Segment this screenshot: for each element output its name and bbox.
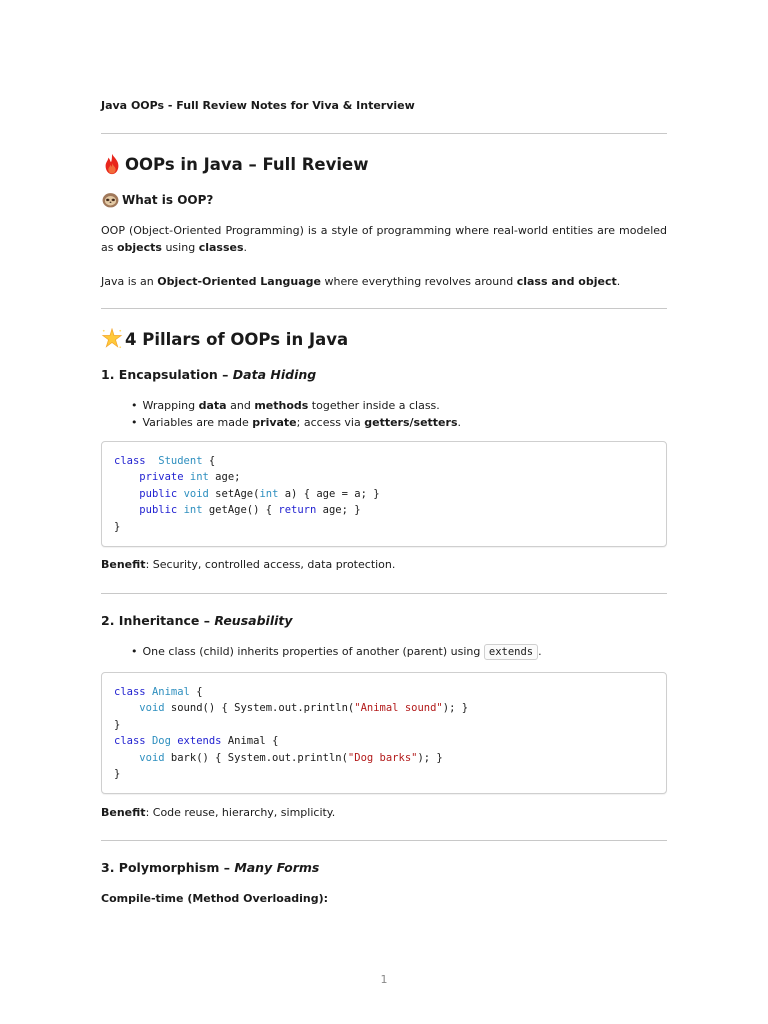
list-item (131, 397, 461, 414)
page-number: 1 (380, 973, 388, 986)
code-token: } (114, 768, 121, 781)
bold-text: methods (254, 399, 309, 412)
code-token: private (139, 471, 184, 484)
code-token (114, 752, 139, 764)
code-token: public (139, 504, 178, 517)
bold-text: Object-Oriented Language (157, 275, 322, 288)
text: . (457, 416, 461, 429)
section-heading-oops-review (101, 153, 368, 175)
heading-polymorphism (101, 860, 319, 875)
glowing-star-icon (101, 328, 123, 350)
text: OOP (Object-Oriented Programming) is a style of programming where real-world entities are modeled as (101, 224, 667, 254)
list-item (131, 643, 542, 661)
code-token: public (139, 487, 178, 500)
text: . (243, 241, 248, 254)
code-token: sound() { System.out.println( (164, 702, 355, 715)
text: together inside a class. (308, 399, 440, 412)
code-token: ); } (417, 751, 443, 764)
benefit-inheritance (101, 806, 335, 819)
subsection-heading-what-is-oop (101, 190, 213, 209)
subsection-title: What is OOP? (122, 192, 214, 207)
heading-inheritance (101, 613, 293, 628)
text: Variables are made (142, 416, 253, 429)
code-token: } (114, 520, 121, 533)
benefit-text: : Security, controlled access, data protection. (145, 558, 396, 571)
divider (101, 593, 667, 594)
code-token: "Animal sound" (354, 702, 443, 715)
bold-text: getters/setters (364, 416, 458, 429)
bold-text: private (252, 416, 297, 429)
heading-text: 1. Encapsulation – (101, 367, 233, 382)
code-token: ); } (442, 702, 469, 715)
text: Wrapping (142, 399, 199, 412)
benefit-label: Benefit (101, 806, 146, 819)
benefit-label: Benefit (101, 558, 146, 571)
code-token: void (183, 487, 209, 500)
code-token (146, 455, 159, 467)
inline-code: extends (484, 644, 538, 660)
code-token: void (139, 751, 165, 764)
code-token: extends (177, 735, 222, 748)
text: where everything revolves around (321, 275, 517, 288)
text: using (161, 241, 199, 254)
code-token: void (139, 702, 165, 715)
code-token: { (189, 686, 203, 698)
text: . (616, 275, 621, 288)
code-token: { (202, 455, 216, 467)
code-token: class (114, 735, 146, 748)
code-token: int (259, 487, 279, 500)
code-token: a) { age = a; } (278, 487, 380, 500)
heading-encapsulation (101, 367, 316, 382)
subheading-compile-time: Compile-time (Method Overloading): (101, 892, 329, 905)
heading-emphasis: Data Hiding (232, 367, 317, 382)
code-block-student (101, 441, 667, 547)
section-heading-four-pillars (101, 328, 348, 350)
code-token (114, 504, 139, 516)
heading-emphasis: Reusability (214, 613, 293, 628)
list-item (131, 414, 461, 431)
code-token (114, 488, 139, 500)
bold-text: objects (116, 241, 162, 254)
bold-text: class and object (516, 275, 617, 288)
code-token: age; (208, 471, 241, 484)
paragraph-java-oop (101, 273, 667, 290)
code-token: Dog (151, 735, 171, 748)
code-token: Animal { (221, 735, 279, 748)
code-token: } (114, 718, 121, 731)
code-token: int (183, 504, 203, 517)
code-token: getAge() { (202, 504, 279, 517)
code-token: setAge( (208, 487, 260, 500)
code-token: Student (158, 455, 203, 467)
code-token: age; } (316, 504, 361, 517)
code-token: bark() { System.out.println( (164, 751, 348, 764)
text: ; access via (296, 416, 365, 429)
divider (101, 133, 667, 134)
divider (101, 840, 667, 841)
code-block-animal-dog (101, 672, 667, 794)
bold-text: data (198, 399, 227, 412)
sloth-icon (101, 190, 120, 209)
benefit-text: : Code reuse, hierarchy, simplicity. (145, 806, 336, 819)
code-token (114, 702, 139, 714)
benefit-encapsulation (101, 558, 395, 571)
code-token: "Dog barks" (347, 751, 418, 764)
code-token: Animal (151, 686, 190, 698)
text: and (226, 399, 255, 412)
code-token: class (114, 455, 146, 467)
code-token: return (278, 504, 317, 517)
code-text (102, 442, 666, 535)
divider (101, 308, 667, 309)
text: Java is an (101, 275, 158, 288)
bullet-list-inheritance (131, 643, 542, 661)
code-token: int (189, 471, 209, 484)
text: . (538, 645, 542, 658)
text: One class (child) inherits properties of another (parent) using (142, 645, 484, 658)
section-title: 4 Pillars of OOPs in Java (125, 329, 349, 349)
document-title: Java OOPs - Full Review Notes for Viva & Interview (101, 99, 415, 112)
code-text (102, 673, 666, 782)
heading-text: 2. Inheritance – (101, 613, 215, 628)
code-token (114, 471, 139, 483)
heading-text: 3. Polymorphism – (101, 860, 235, 875)
section-title: OOPs in Java – Full Review (125, 154, 369, 174)
heading-emphasis: Many Forms (234, 860, 320, 875)
paragraph-oop-definition (101, 222, 667, 256)
fire-icon (101, 153, 123, 175)
code-token: class (114, 686, 146, 698)
bold-text: classes (198, 241, 244, 254)
bullet-list-encapsulation (131, 397, 461, 431)
